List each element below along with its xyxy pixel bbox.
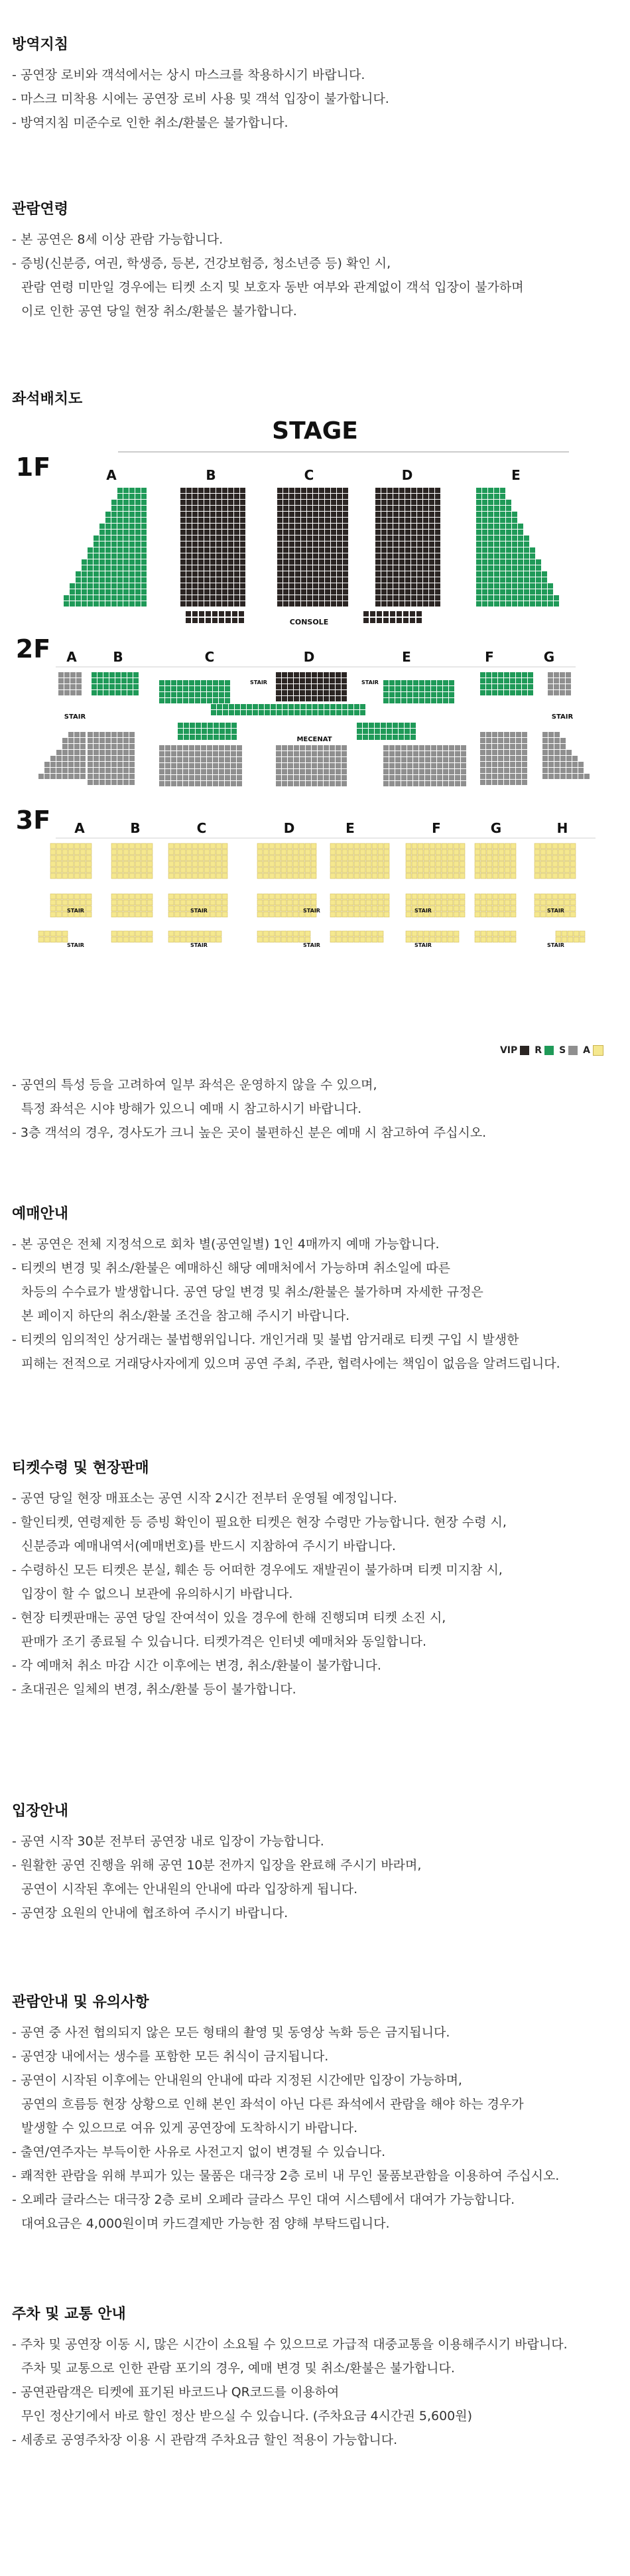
- stair-label: STAIR: [547, 942, 564, 948]
- floor-2f-side-left: [38, 732, 86, 779]
- floor-1f-block-label: B: [206, 467, 216, 483]
- section-parking: [12, 2303, 618, 2447]
- legend-label-s: S: [559, 1045, 566, 1056]
- floor-3f-label: 3F: [15, 806, 51, 835]
- info-line: - 주차 및 공연장 이동 시, 많은 시간이 소요될 수 있으므로 가급적 대중교통을 이용해주시기 바랍니다.: [12, 2337, 568, 2352]
- floor-3f-block: [168, 843, 227, 879]
- floor-2f-center-left: [178, 723, 237, 740]
- stair-label: STAIR: [250, 680, 267, 685]
- section-title: 방역지침: [12, 36, 69, 53]
- section-seat: [12, 388, 618, 408]
- floor-2f-block-d: [276, 672, 347, 701]
- floor-2f-block-b-rear: [88, 732, 135, 785]
- seating-chart: [12, 408, 618, 1072]
- mecenat-label: MECENAT: [296, 736, 332, 743]
- floor-3f-last-row: [257, 931, 310, 942]
- floor-2f-block-c-rear: [159, 745, 242, 786]
- floor-2f-block-d-rear: [276, 745, 347, 786]
- price-legend: [495, 1045, 603, 1056]
- info-line: 발생할 수 있으므로 여유 있게 공연장에 도착하시기 바랍니다.: [21, 2121, 358, 2135]
- info-line: - 출연/연주자는 부득이한 사유로 사전고지 없이 변경될 수 있습니다.: [12, 2145, 386, 2159]
- floor-2f-block-a: [58, 672, 82, 695]
- stair-label: STAIR: [190, 942, 208, 948]
- floor-3f-last-row: [168, 931, 221, 942]
- info-line: - 공연장 로비와 객석에서는 상시 마스크를 착용하시기 바랍니다.: [12, 68, 365, 82]
- section-title: 관람연령: [12, 201, 69, 218]
- stair-label: STAIR: [551, 713, 574, 721]
- info-line: 특정 좌석은 시야 방해가 있으니 예매 시 참고하시기 바랍니다.: [21, 1102, 362, 1116]
- floor-2f-block-label: C: [204, 649, 215, 665]
- floor-2f-center-right: [357, 723, 416, 740]
- stair-label: STAIR: [414, 942, 432, 948]
- floor-1f-block-c: [277, 488, 348, 607]
- floor-1f-block-e: [476, 488, 559, 607]
- floor-2f-center-row: [211, 704, 365, 715]
- floor-1f-label: 1F: [15, 453, 51, 482]
- section-title: 입장안내: [12, 1803, 69, 1820]
- floor-2f-block-label: E: [402, 649, 411, 665]
- floor-1f-block-label: C: [304, 467, 314, 483]
- info-line: - 원활한 공연 진행을 위해 공연 10분 전까지 입장을 완료해 주시기 바라며,: [12, 1858, 422, 1873]
- info-line: 관람 연령 미만일 경우에는 티켓 소지 및 보호자 동반 여부와 관계없이 객석 입장이 불가하며: [21, 280, 524, 295]
- floor-3f-block: [50, 843, 92, 879]
- legend-label-r: R: [535, 1045, 542, 1056]
- info-line: - 오페라 글라스는 대극장 2층 로비 오페라 글라스 무인 대여 시스템에서 대여가 가능합니다.: [12, 2192, 515, 2207]
- legend-swatch-vip: [520, 1046, 529, 1055]
- floor-3f-block: [535, 843, 576, 879]
- floor-2f-block-g: [548, 672, 571, 695]
- info-line: 대여요금은 4,000원이며 카드결제만 가능한 점 양해 부탁드립니다.: [21, 2216, 390, 2231]
- section-mask: [12, 33, 618, 130]
- section-title: 예매안내: [12, 1206, 69, 1222]
- floor-2f-block-e: [383, 680, 454, 703]
- floor-3f-block: [475, 843, 516, 879]
- info-line: 이로 인한 공연 당일 현장 취소/환불은 불가합니다.: [21, 304, 297, 319]
- floor-3f-block-label: C: [196, 820, 207, 836]
- legend-swatch-r: [544, 1046, 554, 1055]
- info-line: - 증빙(신분증, 여권, 학생증, 등본, 건강보험증, 청소년증 등) 확인 시,: [12, 256, 391, 271]
- floor-3f-block-label: A: [74, 820, 85, 836]
- info-line: - 본 공연은 전체 지정석으로 회차 별(공연일별) 1인 4매까지 예매 가능합니다.: [12, 1237, 440, 1252]
- info-line: - 각 예매처 취소 마감 시간 이후에는 변경, 취소/환불이 불가합니다.: [12, 1658, 381, 1673]
- info-line: - 티켓의 변경 및 취소/환불은 예매하신 해당 예매처에서 가능하며 취소일에 따른: [12, 1261, 450, 1275]
- floor-3f-rear-block: [111, 894, 153, 917]
- floor-2f-block-e-rear: [383, 745, 466, 786]
- info-line: - 세종로 공영주차장 이용 시 관람객 주차요금 할인 적용이 가능합니다.: [12, 2433, 398, 2447]
- floor-3f-block-label: H: [556, 820, 568, 836]
- info-line: - 수령하신 모든 티켓은 분실, 훼손 등 어떠한 경우에도 재발권이 불가하며 티켓 미지참 시,: [12, 1563, 503, 1577]
- info-line: 차등의 수수료가 발생합니다. 공연 당일 변경 및 취소/환불은 불가하며 자세한 규정은: [21, 1285, 483, 1299]
- info-line: 피해는 전적으로 거래당사자에게 있으며 공연 주최, 주관, 협력사에는 책임이 없음을 알려드립니다.: [21, 1356, 560, 1371]
- stair-label: STAIR: [303, 942, 320, 948]
- info-line: 무인 정산기에서 바로 할인 정산 받으실 수 있습니다. (주차요금 4시간권 5,600원): [21, 2409, 473, 2423]
- section-ticket: [12, 1457, 618, 1697]
- floor-3f-block-label: D: [283, 820, 295, 836]
- floor-1f-block-label: E: [511, 467, 521, 483]
- info-line: 주차 및 교통으로 인한 관람 포기의 경우, 예매 변경 및 취소/환불은 불가합니다.: [21, 2361, 455, 2376]
- info-line: 공연의 흐름등 현장 상황으로 인해 본인 좌석이 아닌 다른 좌석에서 관람을 해야 하는 경우가: [21, 2097, 524, 2111]
- floor-3f-last-row: [111, 931, 153, 942]
- info-line: 입장이 할 수 없으니 보관에 유의하시기 바랍니다.: [21, 1587, 293, 1601]
- legend-label-vip: VIP: [499, 1045, 518, 1056]
- floor-2f-block-c: [159, 680, 230, 703]
- floor-3f-block: [330, 843, 389, 879]
- info-line: - 3층 객석의 경우, 경사도가 크니 높은 곳이 불편하신 분은 예매 시 참고하여 주십시오.: [12, 1125, 487, 1140]
- floor-2f-side-right: [542, 732, 590, 779]
- stair-label: STAIR: [361, 680, 379, 685]
- info-line: - 공연 당일 현장 매표소는 공연 시작 2시간 전부터 운영될 예정입니다.: [12, 1491, 397, 1506]
- info-line: - 공연이 시작된 이후에는 안내원의 안내에 따라 지정된 시간에만 입장이 가능하며,: [12, 2073, 462, 2088]
- info-line: - 방역지침 미준수로 인한 취소/환불은 불가합니다.: [12, 115, 288, 130]
- info-line: 판매가 조기 종료될 수 있습니다. 티켓가격은 인터넷 예매처와 동일합니다.: [21, 1634, 427, 1649]
- seating-chart-svg: [12, 408, 618, 1045]
- info-line: - 공연 시작 30분 전부터 공연장 내로 입장이 가능합니다.: [12, 1834, 324, 1849]
- stair-label: STAIR: [547, 908, 564, 914]
- stair-label: STAIR: [190, 908, 208, 914]
- floor-3f-block: [406, 843, 465, 879]
- console-label: CONSOLE: [289, 618, 329, 626]
- floor-3f-block-label: F: [432, 820, 441, 836]
- legend-swatch-a: [593, 1045, 603, 1056]
- floor-3f-rear-block: [475, 894, 516, 917]
- floor-1f-block-b: [180, 488, 245, 607]
- floor-2f-block-label: G: [543, 649, 555, 665]
- section-resv: [12, 1202, 618, 1371]
- floor-2f-block-label: D: [303, 649, 315, 665]
- legend-swatch-s: [568, 1046, 578, 1055]
- stair-label: STAIR: [414, 908, 432, 914]
- info-line: - 초대권은 일체의 변경, 취소/환불 등이 불가합니다.: [12, 1682, 296, 1697]
- floor-3f-block-label: B: [130, 820, 141, 836]
- legend-label-a: A: [583, 1045, 590, 1056]
- floor-2f-block-label: A: [66, 649, 77, 665]
- floor-3f-block-label: E: [346, 820, 355, 836]
- info-line: - 본 공연은 8세 이상 관람 가능합니다.: [12, 232, 223, 247]
- info-line: - 할인티켓, 연령제한 등 증빙 확인이 필요한 티켓은 현장 수령만 가능합니다. 현장 수령 시,: [12, 1515, 507, 1530]
- floor-2f-label: 2F: [15, 634, 51, 664]
- info-line: - 공연장 요원의 안내에 협조하여 주시기 바랍니다.: [12, 1906, 288, 1920]
- info-line: 공연이 시작된 후에는 안내원의 안내에 따라 입장하게 됩니다.: [21, 1882, 358, 1896]
- floor-2f-block-label: B: [113, 649, 123, 665]
- section-age: [12, 198, 618, 319]
- floor-2f-block-label: F: [485, 649, 494, 665]
- floor-3f-block: [257, 843, 316, 879]
- floor-3f-last-row: [38, 931, 68, 942]
- info-line: - 현장 티켓판매는 공연 당일 잔여석이 있을 경우에 한해 진행되며 티켓 소진 시,: [12, 1610, 446, 1625]
- info-line: - 공연장 내에서는 생수를 포함한 모든 취식이 금지됩니다.: [12, 2049, 329, 2064]
- info-line: - 마스크 미착용 시에는 공연장 로비 사용 및 객석 입장이 불가합니다.: [12, 92, 389, 106]
- stair-label: STAIR: [303, 908, 320, 914]
- info-line: - 공연의 특성 등을 고려하여 일부 좌석은 운영하지 않을 수 있으며,: [12, 1078, 377, 1092]
- info-line: - 티켓의 임의적인 상거래는 불법행위입니다. 개인거래 및 불법 암거래로 티켓 구입 시 발생한: [12, 1332, 519, 1347]
- stair-label: STAIR: [67, 942, 84, 948]
- floor-2f-block-b: [92, 672, 139, 695]
- info-line: - 공연 중 사전 협의되지 않은 모든 형태의 촬영 및 동영상 녹화 등은 금지됩니다.: [12, 2025, 450, 2040]
- info-line: - 쾌적한 관람을 위해 부피가 있는 물품은 대극장 2층 로비 내 무인 물품보관함을 이용하여 주십시오.: [12, 2169, 560, 2183]
- floor-1f-rear-seats: [186, 611, 244, 623]
- floor-3f-last-row: [556, 931, 585, 942]
- floor-3f-last-row: [330, 931, 383, 942]
- stage-label: STAGE: [272, 417, 358, 445]
- section-title: 좌석배치도: [12, 391, 83, 407]
- floor-3f-last-row: [475, 931, 516, 942]
- stair-label: STAIR: [67, 908, 84, 914]
- floor-2f-block-f-rear: [480, 732, 527, 785]
- floor-1f-rear-seats: [363, 611, 422, 623]
- floor-3f-block-label: G: [490, 820, 502, 836]
- floor-3f-rear-block: [330, 894, 389, 917]
- floor-1f-block-label: A: [106, 467, 117, 483]
- stair-label: STAIR: [64, 713, 86, 721]
- section-etiquette: [12, 1991, 618, 2231]
- floor-1f-block-d: [375, 488, 440, 607]
- info-line: - 공연관람객은 티켓에 표기된 바코드나 QR코드를 이용하여: [12, 2385, 340, 2399]
- floor-2f-block-f: [480, 672, 533, 695]
- section-title: 티켓수령 및 현장판매: [12, 1460, 149, 1476]
- floor-3f-block: [111, 843, 153, 879]
- section-title: 관람안내 및 유의사항: [12, 1994, 149, 2011]
- floor-1f-block-a: [64, 488, 147, 607]
- section-title: 주차 및 교통 안내: [12, 2306, 126, 2323]
- section-entry: [12, 1800, 618, 1920]
- floor-1f-block-label: D: [401, 467, 413, 483]
- floor-3f-last-row: [406, 931, 459, 942]
- info-line: 본 페이지 하단의 취소/환불 조건을 참고해 주시기 바랍니다.: [21, 1309, 350, 1323]
- info-line: 신분증과 예매내역서(예매번호)를 반드시 지참하여 주시기 바랍니다.: [21, 1539, 396, 1553]
